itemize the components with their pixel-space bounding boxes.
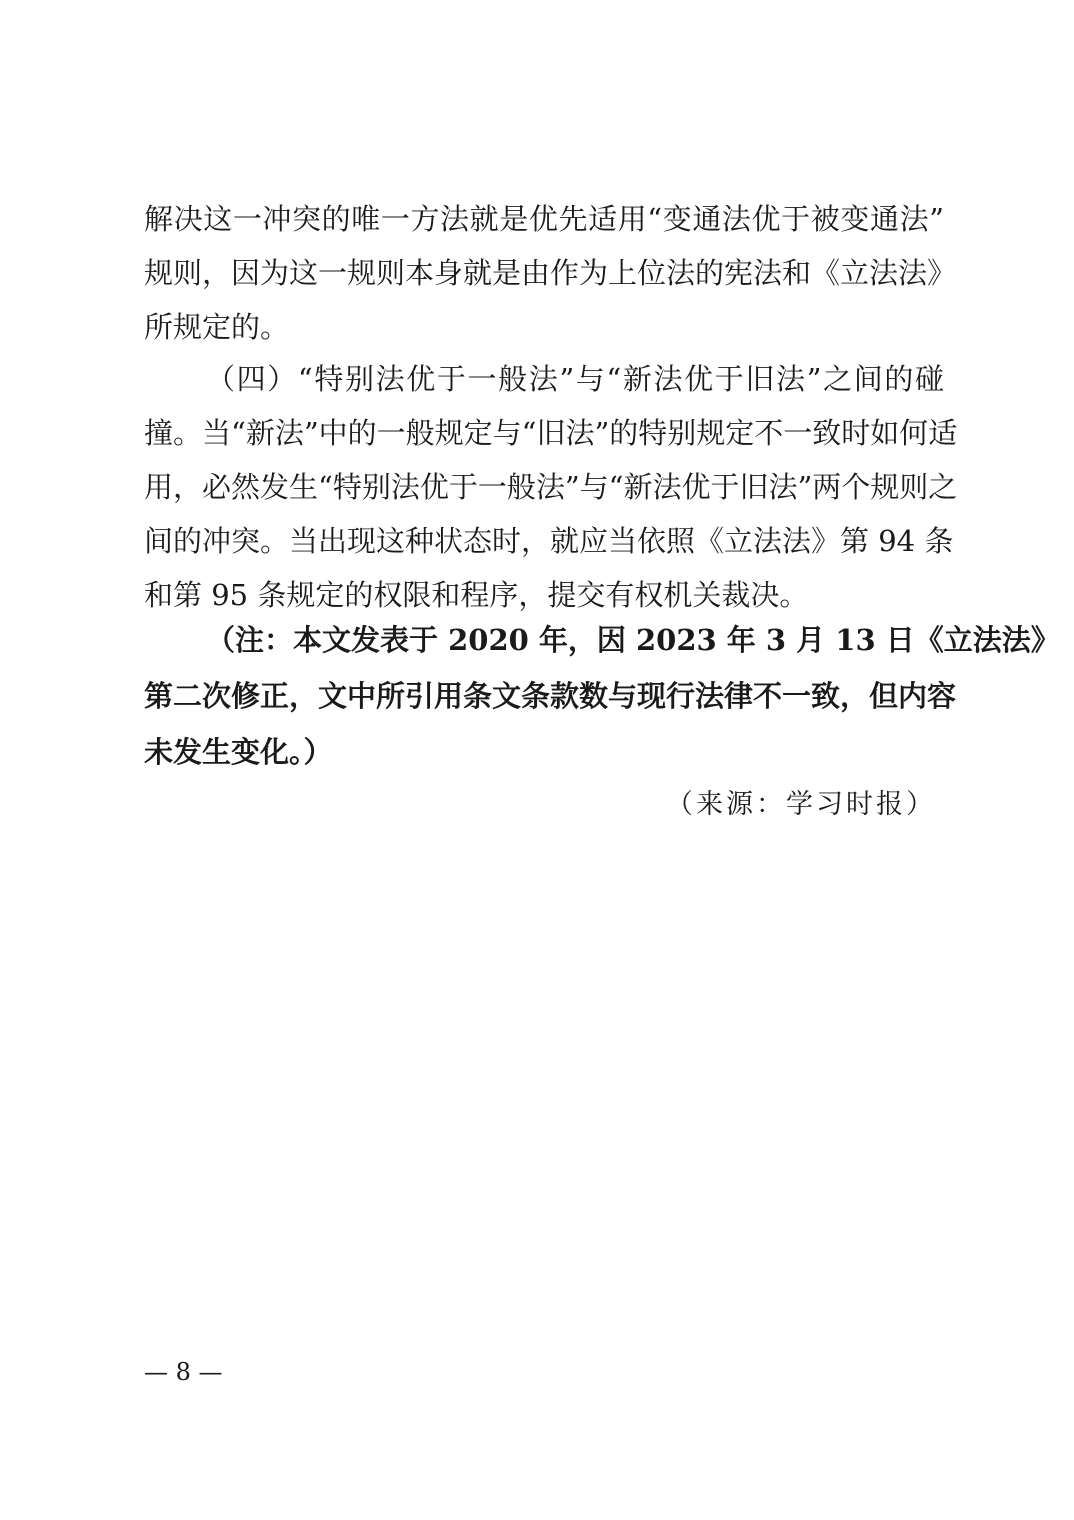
- page-number: — 8 —: [144, 1358, 223, 1386]
- paragraph-line: 间的冲突。当出现这种状态时，就应当依照《立法法》第 94 条: [144, 524, 954, 558]
- note-line: 未发生变化。）: [144, 735, 333, 769]
- source-attribution: （来源：学习时报）: [666, 789, 936, 820]
- paragraph-line: 规则，因为这一规则本身就是由作为上位法的宪法和《立法法》: [144, 256, 957, 290]
- paragraph-heading-line: （四）“特别法优于一般法”与“新法优于旧法”之间的碰: [206, 362, 944, 396]
- paragraph-special-vs-new-law: [144, 352, 958, 622]
- paragraph-line: 解决这一冲突的唯一方法就是优先适用“变通法优于被变通法”: [144, 202, 944, 236]
- paragraph-line: 撞。当“新法”中的一般规定与“旧法”的特别规定不一致时如何适: [144, 416, 958, 450]
- editor-note: [144, 612, 1060, 780]
- paragraph-line: 所规定的。: [144, 310, 290, 344]
- paragraph-line: 和第 95 条规定的权限和程序，提交有权机关裁决。: [144, 578, 809, 612]
- note-line: （注：本文发表于 2020 年，因 2023 年 3 月 13 日《立法法》: [206, 623, 1060, 657]
- note-line: 第二次修正，文中所引用条文条款数与现行法律不一致，但内容: [144, 679, 957, 713]
- paragraph-line: 用，必然发生“特别法优于一般法”与“新法优于旧法”两个规则之: [144, 470, 958, 504]
- paragraph-conflict-resolution: [144, 192, 957, 354]
